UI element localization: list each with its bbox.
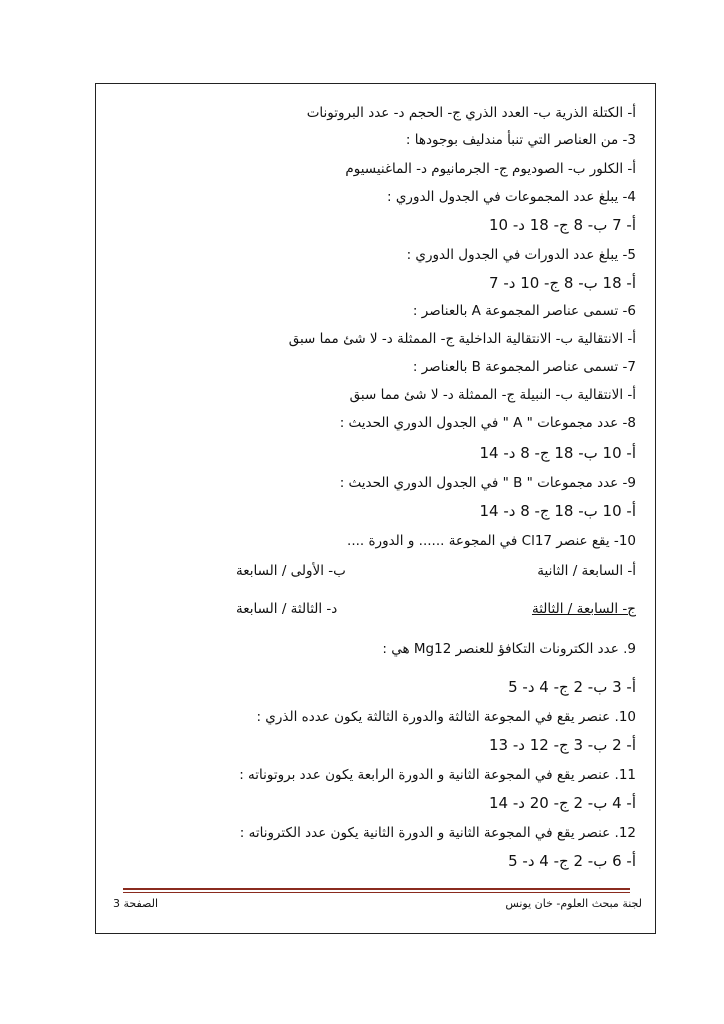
q10-option-b: ب- الأولى / السابعة (236, 563, 346, 579)
q11-question: 11. عنصر يقع في المجوعة الثانية و الدورة الرابعة يكون عدد بروتوناته : (239, 767, 636, 783)
q8-options: أ- 10 ب- 18 ج- 8 د- 14 (479, 444, 636, 462)
q3-question: 3- من العناصر التي تنبأ مندليف بوجودها : (405, 132, 636, 148)
q10b-question: 10. عنصر يقع في المجوعة الثالثة والدورة الثالثة يكون عدده الذري : (256, 709, 636, 725)
q3-options: أ- الكلور ب- الصوديوم ج- الجرمانيوم د- الماغنيسيوم (345, 161, 636, 177)
q10b-options: أ- 2 ب- 3 ج- 12 د- 13 (489, 736, 636, 754)
q7-options: أ- الانتقالية ب- النبيلة ج- الممثلة د- لا شئ مما سبق (349, 387, 636, 403)
q12-question: 12. عنصر يقع في المجوعة الثانية و الدورة الثانية يكون عدد الكتروناته : (239, 825, 636, 841)
footer-rule (123, 888, 630, 890)
q7-question: 7- تسمى عناصر المجموعة B بالعناصر : (412, 359, 636, 375)
q9-question: 9- عدد مجموعات " B " في الجدول الدوري الحديث : (339, 475, 636, 491)
q6-options: أ- الانتقالية ب- الانتقالية الداخلية ج- الممثلة د- لا شئ مما سبق (288, 331, 636, 347)
q11-options: أ- 4 ب- 2 ج- 20 د- 14 (489, 794, 636, 812)
q9-options: أ- 10 ب- 18 ج- 8 د- 14 (479, 502, 636, 520)
q4-options: أ- 7 ب- 8 ج- 18 د- 10 (489, 216, 636, 234)
q10-option-a: أ- السابعة / الثانية (537, 563, 636, 579)
q10-option-d: د- الثالثة / السابعة (236, 601, 338, 617)
q9b-question: 9. عدد الكترونات التكافؤ للعنصر Mg12 هي : (382, 641, 636, 657)
footer-committee: لجنة مبحث العلوم- خان يونس (505, 897, 642, 910)
q12-options: أ- 6 ب- 2 ج- 4 د- 5 (508, 852, 636, 870)
q10-option-c: ج- السابعة / الثالثة (531, 601, 636, 617)
q10-question: 10- يقع عنصر Cl17 في المجوعة ...... و الدورة .... (347, 533, 636, 549)
q5-options: أ- 18 ب- 8 ج- 10 د- 7 (489, 274, 636, 292)
page-number: الصفحة 3 (113, 897, 159, 910)
q4-question: 4- يبلغ عدد المجموعات في الجدول الدوري : (387, 189, 636, 205)
q1-options: أ- الكتلة الذرية ب- العدد الذري ج- الحجم د- عدد البروتونات (306, 105, 636, 121)
q5-question: 5- يبلغ عدد الدورات في الجدول الدوري : (406, 247, 636, 263)
q6-question: 6- تسمى عناصر المجموعة A بالعناصر : (412, 303, 636, 319)
q9b-options: أ- 3 ب- 2 ج- 4 د- 5 (508, 678, 636, 696)
q8-question: 8- عدد مجموعات " A " في الجدول الدوري الحديث : (339, 415, 636, 431)
footer-rule-thin (123, 892, 630, 893)
